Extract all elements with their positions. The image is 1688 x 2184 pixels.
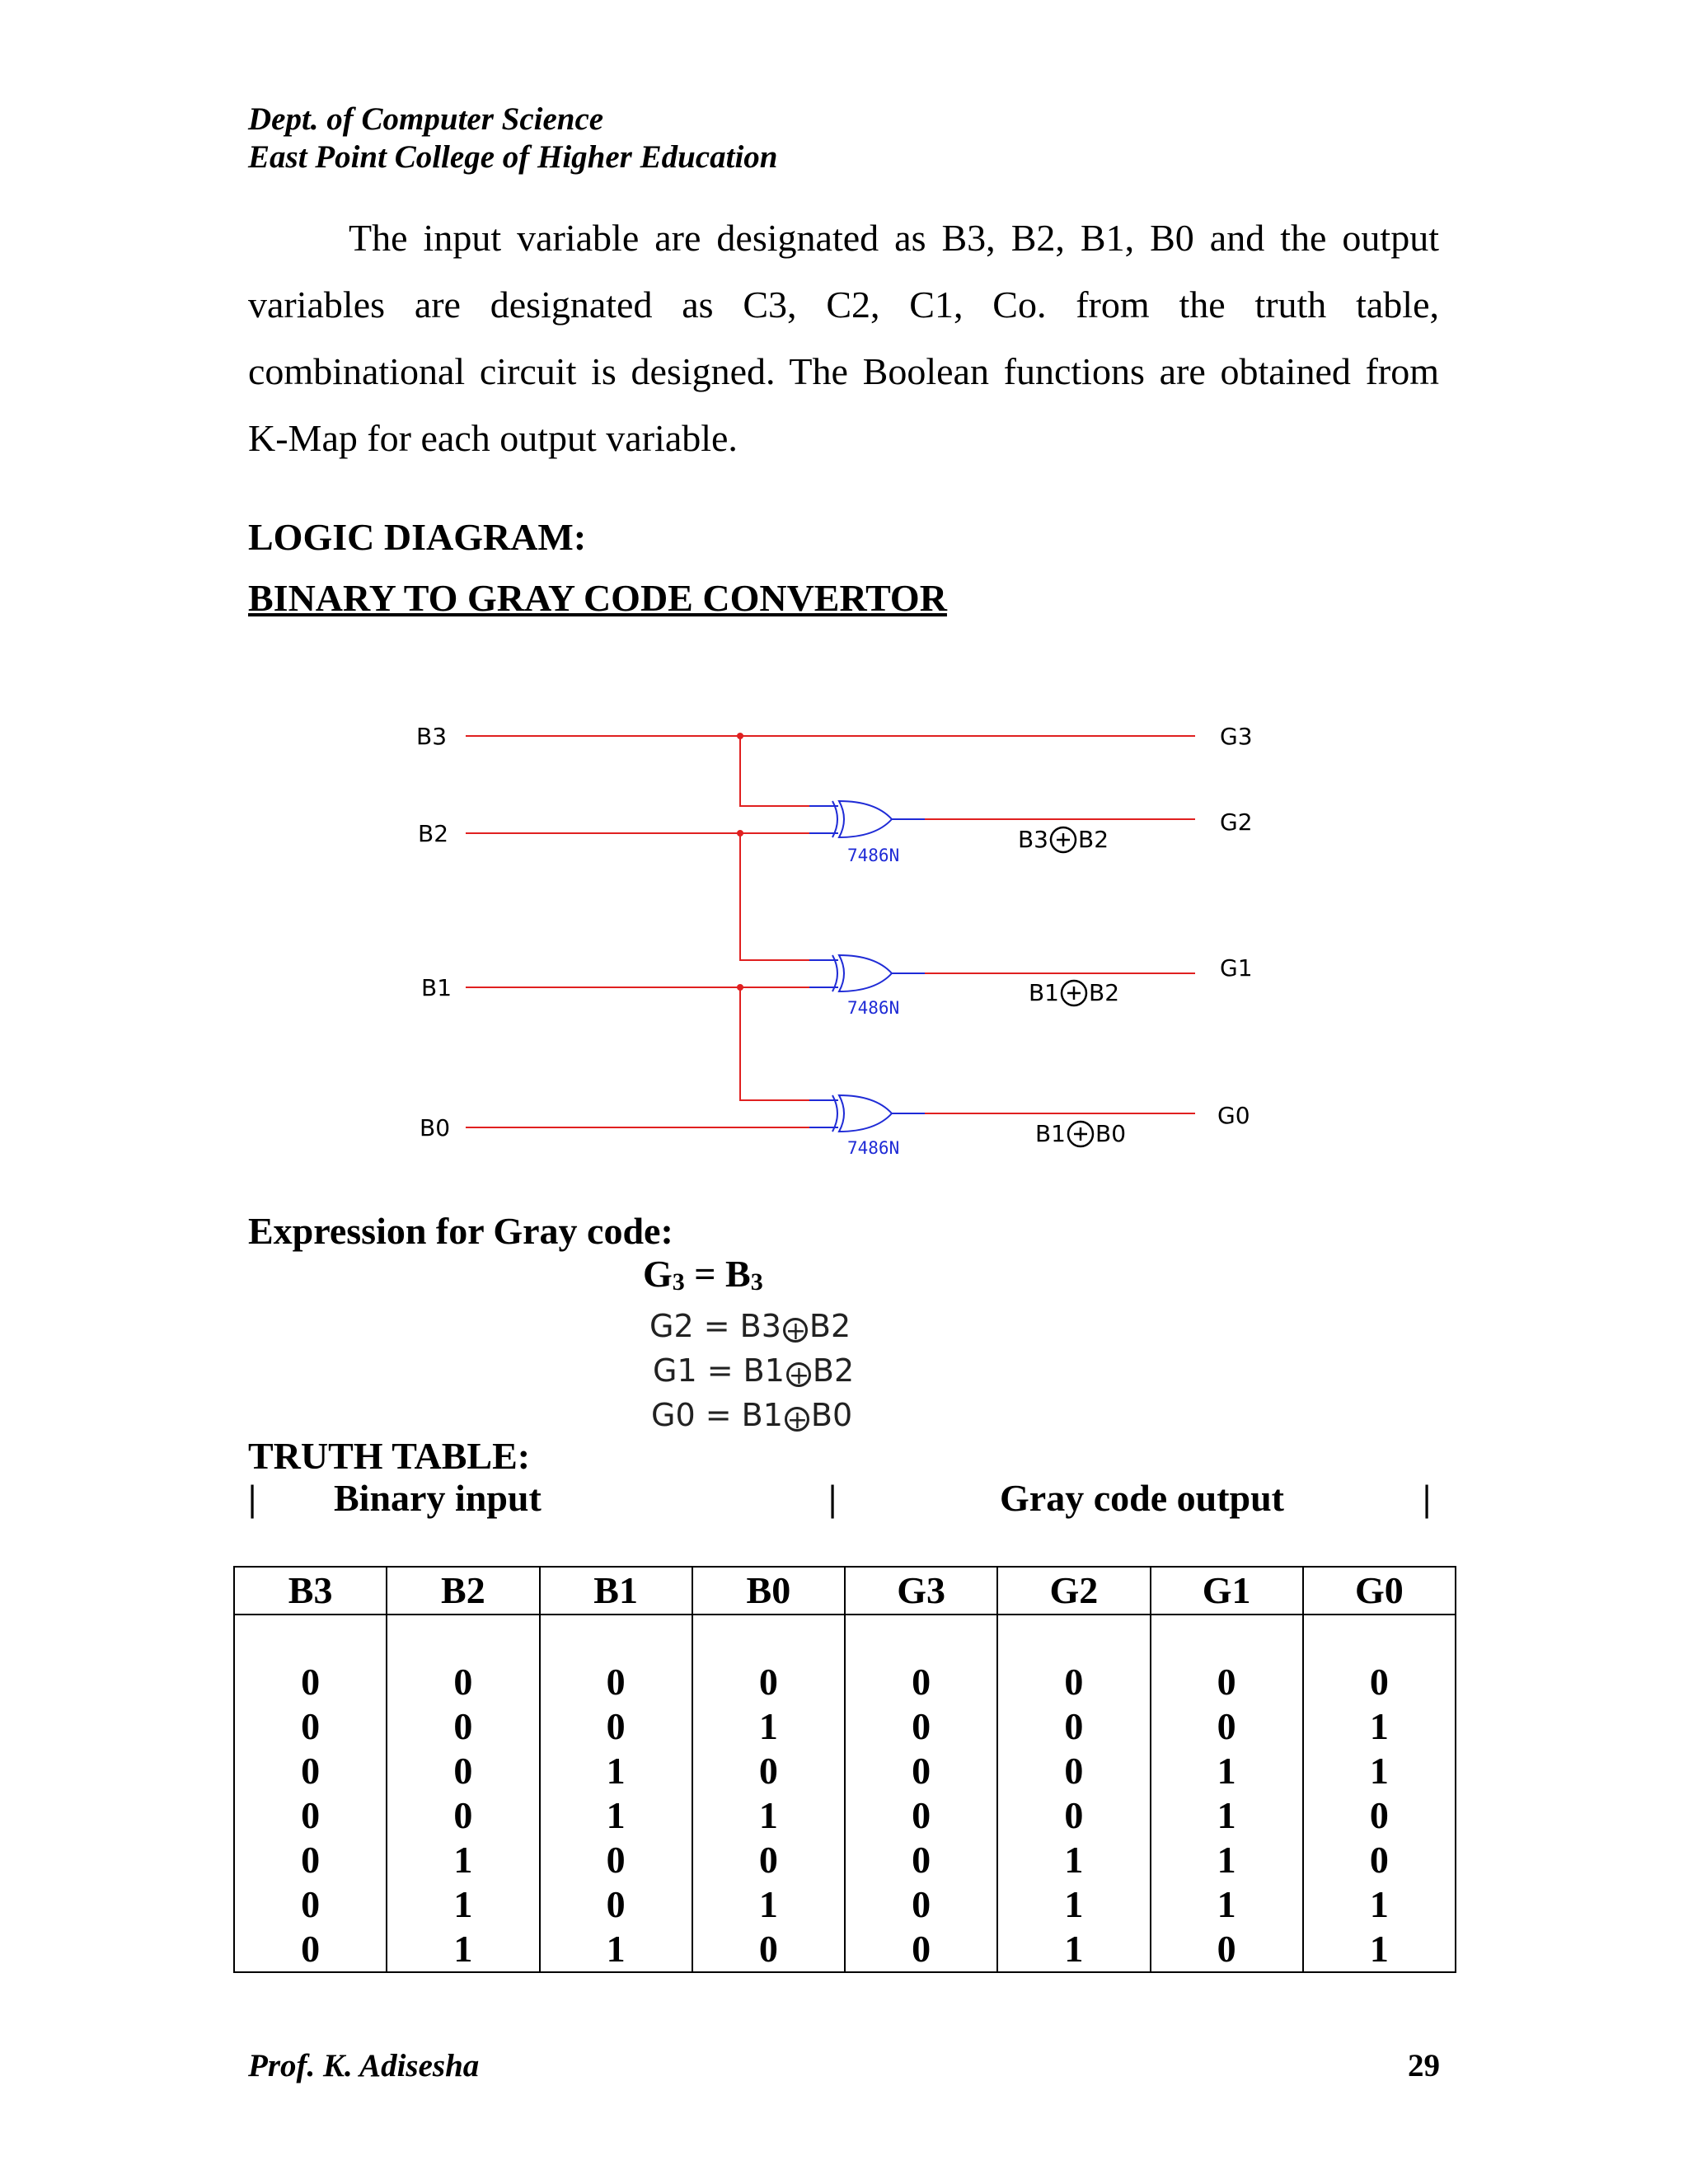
converter-title: BINARY TO GRAY CODE CONVERTOR [248,577,947,619]
intro-paragraph: The input variable are designated as B3, B2, B1, B0 and the output variables are designated as C3, C2, C1, Co. from the truth table, combinational circuit is designed. The Boolean functions are obtained from K-Map for each output variable. [248,217,1439,459]
expression-g0: G0 = B1 + B0 [651,1397,853,1435]
header-department: Dept. of Computer Science [248,101,604,137]
label-b1: B1 [421,974,452,1001]
svg-text:B1: B1 [1034,1120,1066,1147]
table-cell: 1 [387,1838,539,1882]
table-cell: 0 [845,1927,997,1972]
table-cell: 1 [1303,1882,1456,1927]
expr-b3-xor-b2 [1018,826,1109,853]
truth-table [233,1566,1456,1973]
svg-text:B0: B0 [1095,1120,1127,1147]
table-cell: 1 [997,1882,1150,1927]
table-cell: 0 [692,1838,845,1882]
logic-diagram [363,692,1352,1187]
gray-code-expressions [643,1253,854,1437]
binary-input-label: Binary input [334,1477,542,1519]
gray-output-label: Gray code output [1000,1477,1284,1519]
table-cell: 0 [845,1704,997,1749]
table-cell: 1 [997,1838,1150,1882]
table-cell: 0 [1151,1927,1303,1972]
expr-b1-xor-b2 [1029,979,1119,1006]
table-cell: 1 [692,1793,845,1838]
table-cell: 0 [845,1615,997,1704]
table-row [234,1749,1456,1793]
table-cell: 0 [234,1793,387,1838]
footer-author: Prof. K. Adisesha [248,2048,480,2083]
table-cell: 0 [692,1749,845,1793]
page-number: 29 [1408,2048,1440,2083]
header-college: East Point College of Higher Education [248,139,778,175]
table-cell: 0 [1151,1704,1303,1749]
tap-b3 [740,736,809,806]
table-cell: 0 [387,1615,539,1704]
label-b2: B2 [418,820,449,847]
table-cell: 1 [692,1704,845,1749]
col-header-g1: G1 [1151,1567,1303,1615]
junction-b2 [737,830,743,837]
table-cell: 0 [997,1704,1150,1749]
table-cell: 1 [387,1927,539,1972]
table-cell: 0 [845,1838,997,1882]
label-g3: G3 [1220,723,1253,750]
table-cell: 0 [387,1793,539,1838]
table-cell: 0 [692,1927,845,1972]
table-cell: 0 [540,1704,692,1749]
table-cell: 1 [692,1882,845,1927]
table-cell: 0 [1151,1615,1303,1704]
table-cell: 0 [540,1882,692,1927]
xor-symbol-icon: + [785,1407,809,1432]
table-row [234,1615,1456,1704]
table-cell: 1 [1151,1838,1303,1882]
expression-g2: G2 = B3 + B2 [649,1308,851,1346]
table-cell: 1 [1303,1749,1456,1793]
group-separator: | [828,1477,837,1519]
table-cell: 1 [1151,1793,1303,1838]
label-g0: G0 [1217,1102,1250,1129]
table-cell: 0 [845,1793,997,1838]
tap-b1 [740,987,809,1100]
chip-label-3: 7486N [847,1138,900,1158]
expr-b1-xor-b0 [1035,1120,1126,1147]
table-cell: 1 [997,1927,1150,1972]
table-cell: 1 [540,1793,692,1838]
xor-gate-3 [809,1095,925,1132]
table-cell: 0 [387,1749,539,1793]
svg-text:B2: B2 [1078,826,1109,853]
xor-gate-1 [809,801,925,837]
label-g2: G2 [1220,808,1253,836]
table-cell: 1 [1151,1882,1303,1927]
col-header-b1: B1 [540,1567,692,1615]
table-row [234,1793,1456,1838]
table-cell: 0 [1303,1793,1456,1838]
table-cell: 1 [387,1882,539,1927]
svg-text:B3: B3 [1017,826,1048,853]
table-cell: 0 [845,1882,997,1927]
junction-b1 [737,984,743,991]
table-cell: 0 [997,1793,1150,1838]
table-cell: 1 [1303,1704,1456,1749]
table-row [234,1838,1456,1882]
truth-table-heading: TRUTH TABLE: [248,1435,531,1477]
xor-gate-2 [809,955,925,991]
table-cell: 0 [387,1704,539,1749]
table-cell: 0 [234,1838,387,1882]
table-cell: 0 [845,1749,997,1793]
col-header-g3: G3 [845,1567,997,1615]
col-header-b2: B2 [387,1567,539,1615]
chip-label-2: 7486N [847,998,900,1018]
col-header-b3: B3 [234,1567,387,1615]
table-cell: 0 [540,1615,692,1704]
col-header-g0: G0 [1303,1567,1456,1615]
table-cell: 1 [540,1927,692,1972]
table-cell: 0 [234,1704,387,1749]
junction-b3 [737,733,743,739]
xor-symbol-icon: + [786,1362,811,1387]
table-cell: 0 [540,1838,692,1882]
table-cell: 0 [1303,1615,1456,1704]
expression-g3: $G_3 = B_3$ [643,1253,763,1296]
table-cell: 0 [1303,1838,1456,1882]
table-cell: 0 [997,1615,1150,1704]
table-cell: 1 [540,1749,692,1793]
table-row [234,1704,1456,1749]
tap-b2 [740,833,809,960]
chip-label-1: 7486N [847,846,900,865]
table-header-row [234,1567,1456,1615]
group-separator: | [1423,1477,1432,1519]
expression-heading: Expression for Gray code: [248,1210,673,1252]
group-separator: | [248,1477,257,1519]
table-cell: 0 [234,1615,387,1704]
col-header-g2: G2 [997,1567,1150,1615]
col-header-b0: B0 [692,1567,845,1615]
table-row [234,1927,1456,1972]
label-b3: B3 [416,723,448,750]
table-cell: 0 [234,1749,387,1793]
label-g1: G1 [1220,954,1253,982]
xor-symbol-icon: + [783,1318,808,1343]
table-row [234,1882,1456,1927]
table-cell: 0 [997,1749,1150,1793]
logic-diagram-heading: LOGIC DIAGRAM: [248,516,587,558]
table-cell: 1 [1303,1927,1456,1972]
label-b0: B0 [420,1114,451,1141]
svg-text:B2: B2 [1089,979,1120,1006]
column-group-labels [248,1476,1435,1526]
expression-g1: G1 = B1 + B2 [653,1352,855,1390]
table-cell: 0 [234,1882,387,1927]
table-cell: 1 [1151,1749,1303,1793]
svg-text:B1: B1 [1028,979,1059,1006]
table-cell: 0 [692,1615,845,1704]
table-cell: 0 [234,1927,387,1972]
